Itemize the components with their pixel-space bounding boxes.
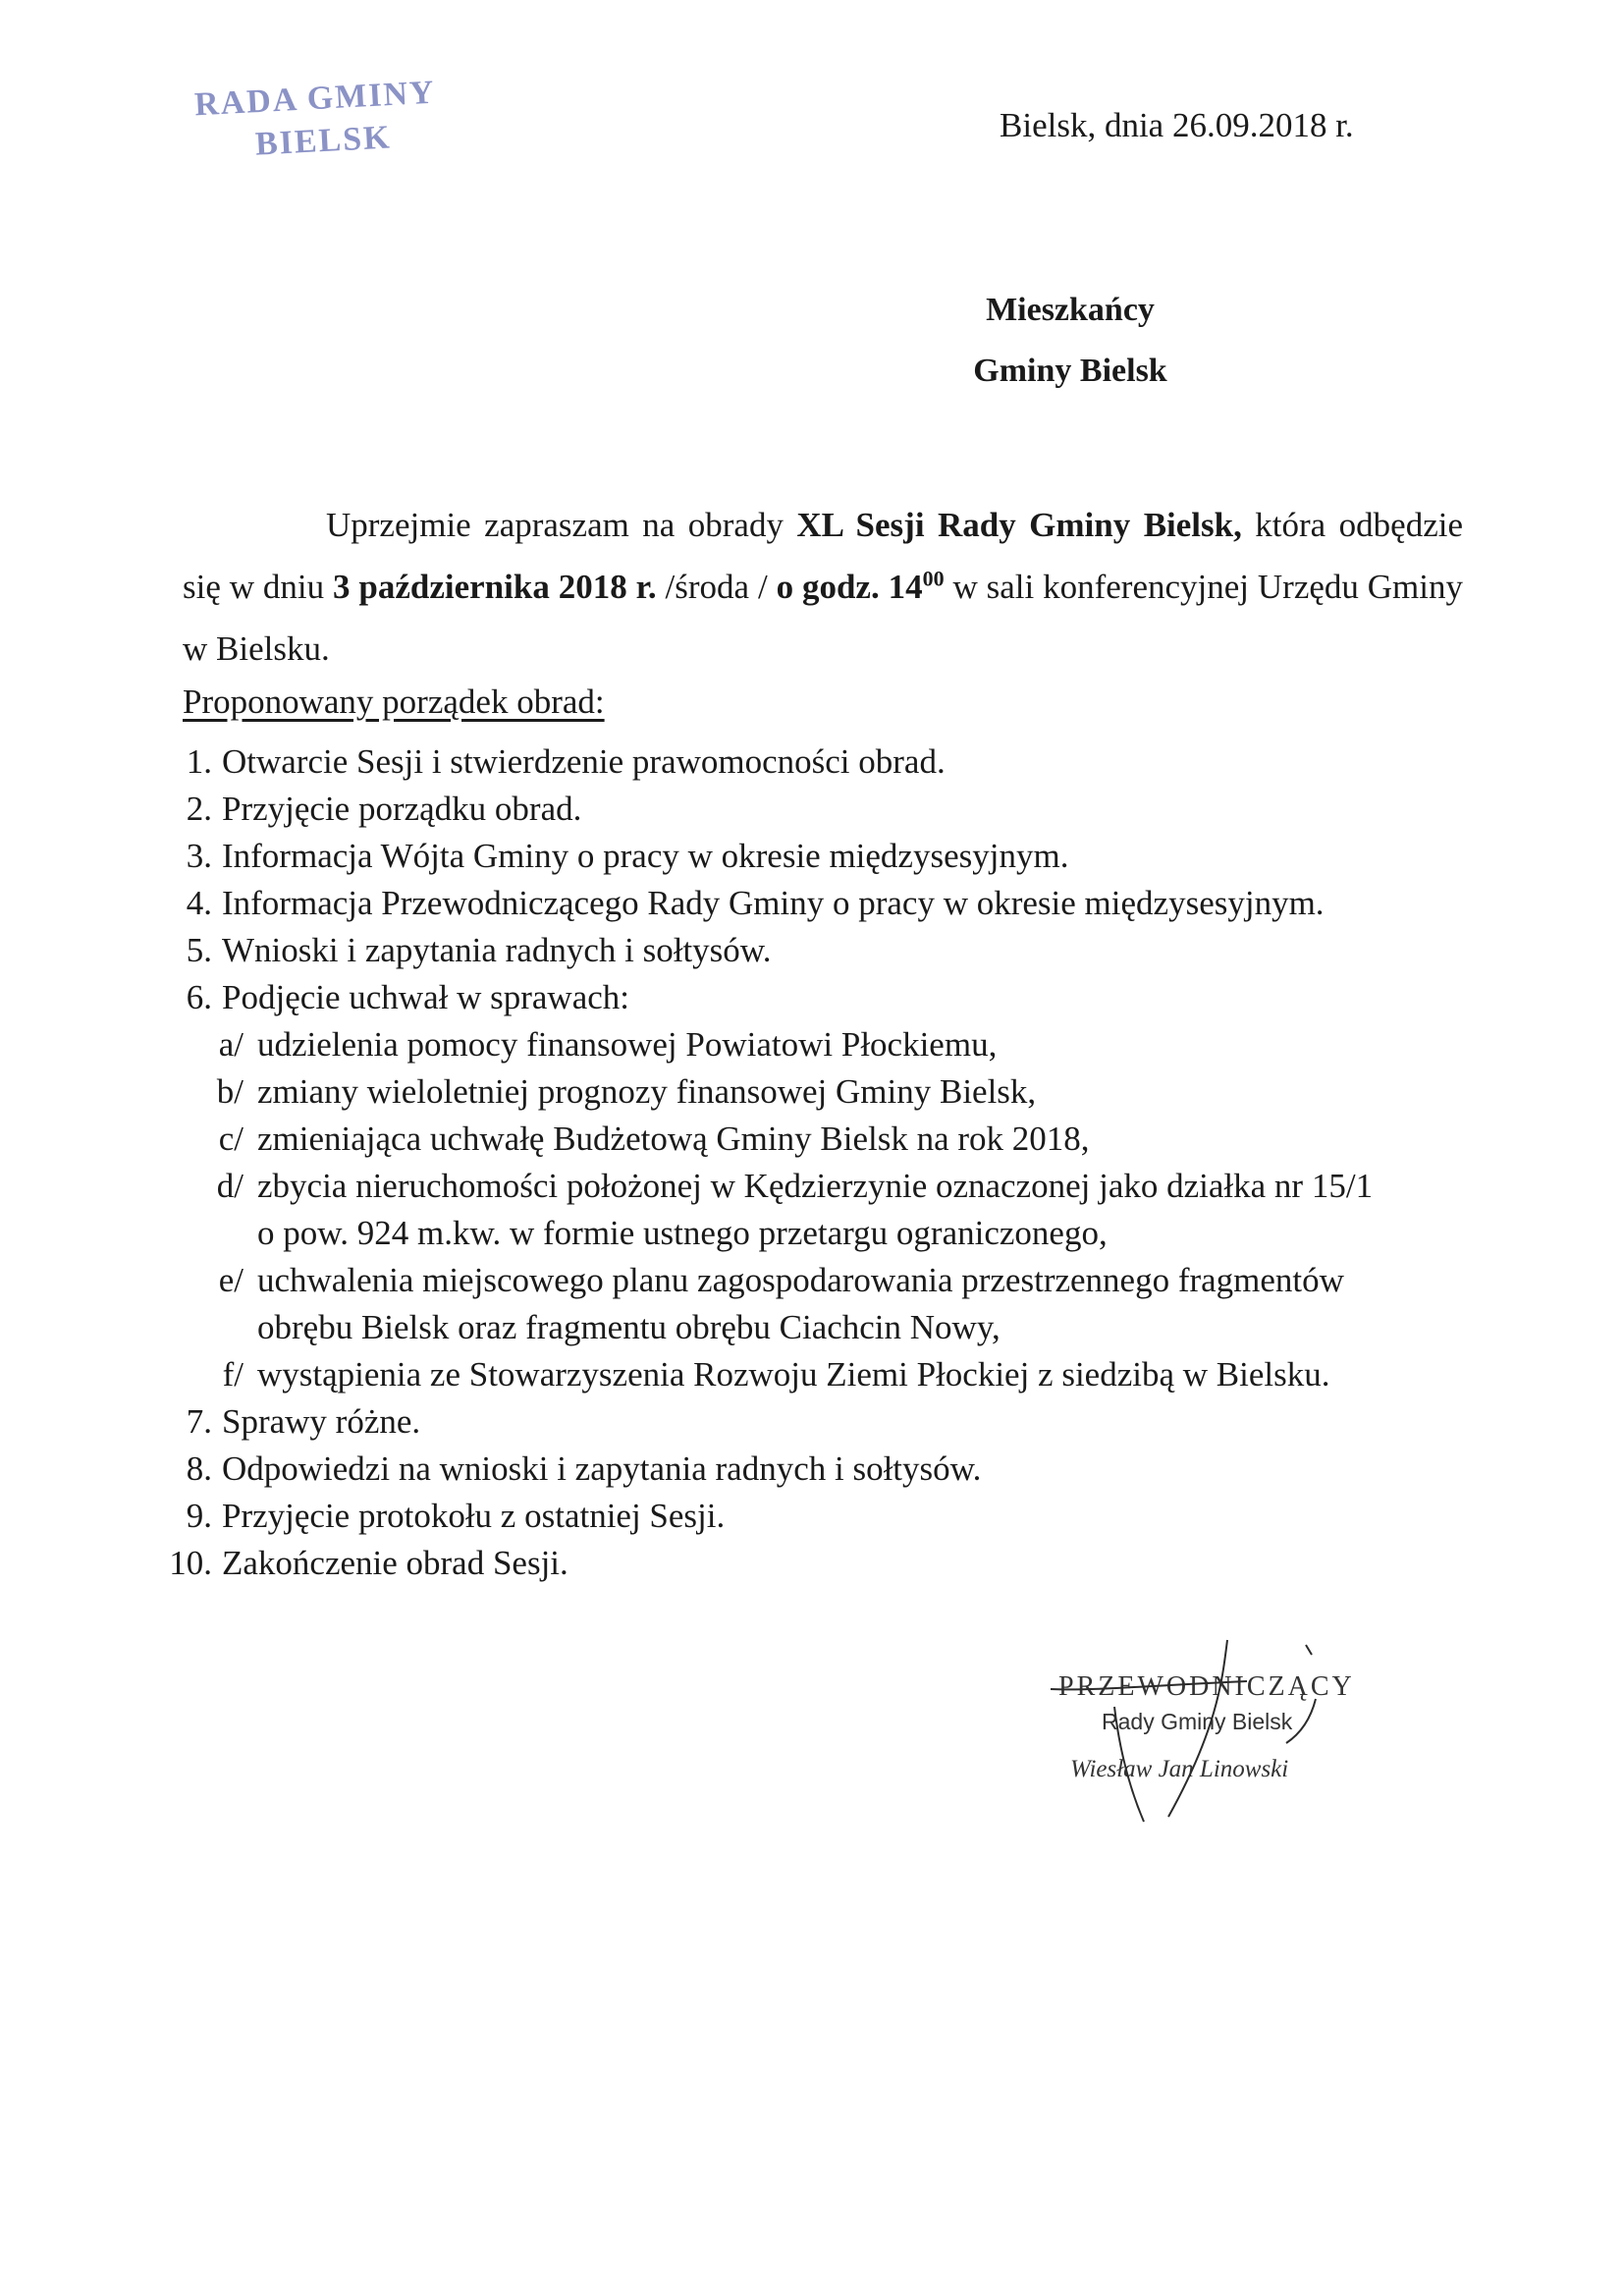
- subitem-continuation: o pow. 924 m.kw. w formie ustnego przetargu ograniczonego,: [257, 1214, 1108, 1252]
- agenda-item: [157, 880, 1473, 927]
- agenda-heading: Proponowany porządek obrad:: [183, 683, 605, 721]
- agenda-item: [157, 833, 1473, 880]
- agenda-item-number: 4.: [186, 884, 212, 922]
- signatory-title: PRZEWODNICZĄCY: [1058, 1671, 1355, 1702]
- agenda-item-number: 7.: [186, 1402, 212, 1441]
- subitem-text: uchwalenia miejscowego planu zagospodarowania przestrzennego fragmentów: [257, 1261, 1344, 1299]
- intro-text-1: Uprzejmie zapraszam na obrady: [326, 506, 797, 544]
- addressee: [923, 280, 1217, 402]
- document-date: Bielsk, dnia 26.09.2018 r.: [1000, 106, 1354, 144]
- agenda-subitem: [157, 1351, 1473, 1398]
- intro-text-2: która odbędzie się w dniu: [183, 506, 1463, 606]
- agenda-list: [157, 738, 1473, 1587]
- agenda-item-text: Sprawy różne.: [222, 1402, 421, 1441]
- agenda-item-text: Wnioski i zapytania radnych i sołtysów.: [222, 931, 772, 969]
- addressee-line-2: Gminy Bielsk: [973, 353, 1167, 389]
- subitem-continuation: obrębu Bielsk oraz fragmentu obrębu Ciachcin Nowy,: [257, 1308, 1001, 1346]
- agenda-item: [157, 738, 1473, 786]
- agenda-item-text: Przyjęcie porządku obrad.: [222, 790, 582, 828]
- subitem-letter: b/: [216, 1072, 243, 1111]
- subitem-text: zmieniająca uchwałę Budżetową Gminy Bielsk na rok 2018,: [257, 1120, 1090, 1158]
- agenda-item-text: Odpowiedzi na wnioski i zapytania radnych i sołtysów.: [222, 1449, 982, 1488]
- handwritten-signature: [1021, 1620, 1375, 1846]
- agenda-item-number: 6.: [186, 978, 212, 1016]
- subitem-text: zbycia nieruchomości położonej w Kędzierzynie oznaczonej jako działka nr 15/1: [257, 1167, 1374, 1205]
- agenda-item: [157, 974, 1473, 1021]
- agenda-item: [157, 1398, 1473, 1446]
- agenda-item: [157, 1493, 1473, 1540]
- stamp-line-1: RADA GMINY: [193, 74, 437, 124]
- agenda-subitem: [157, 1021, 1473, 1068]
- agenda-item: [157, 1540, 1473, 1587]
- intro-text-3: /środa /: [656, 568, 777, 606]
- agenda-item-text: Informacja Wójta Gminy o pracy w okresie międzysesyjnym.: [222, 837, 1069, 875]
- subitem-text: zmiany wieloletniej prognozy finansowej Gminy Bielsk,: [257, 1072, 1037, 1111]
- agenda-item-text: Zakończenie obrad Sesji.: [222, 1544, 568, 1582]
- agenda-subitem: [157, 1068, 1473, 1116]
- subitem-letter: e/: [218, 1261, 243, 1299]
- agenda-item: [157, 786, 1473, 833]
- agenda-subitem: [157, 1116, 1473, 1163]
- subitem-letter: f/: [222, 1355, 243, 1394]
- session-name: XL Sesji Rady Gminy Bielsk,: [796, 506, 1242, 544]
- agenda-item-number: 8.: [186, 1449, 212, 1488]
- agenda-item-number: 5.: [186, 931, 212, 969]
- signature-block: [1021, 1620, 1375, 1846]
- session-date: 3 października 2018 r.: [333, 568, 657, 606]
- agenda-item-number: 10.: [169, 1544, 212, 1582]
- invitation-paragraph: [183, 494, 1463, 680]
- subitem-letter: a/: [218, 1025, 243, 1064]
- stamp-line-2: BIELSK: [254, 119, 393, 163]
- agenda-subitem: [157, 1163, 1473, 1210]
- session-time: o godz. 14: [776, 568, 923, 606]
- agenda-item-text: Przyjęcie protokołu z ostatniej Sesji.: [222, 1497, 726, 1535]
- addressee-line-1: Mieszkańcy: [986, 292, 1155, 328]
- signatory-body: Rady Gminy Bielsk: [1102, 1709, 1293, 1734]
- intro-text-4: w sali konferencyjnej Urzędu Gminy w Bielsku.: [183, 568, 1463, 668]
- subitem-text: wystąpienia ze Stowarzyszenia Rozwoju Ziemi Płockiej z siedzibą w Bielsku.: [257, 1355, 1330, 1394]
- agenda-item-number: 3.: [186, 837, 212, 875]
- subitem-letter: d/: [216, 1167, 243, 1205]
- agenda-item-number: 2.: [186, 790, 212, 828]
- subitem-letter: c/: [218, 1120, 243, 1158]
- agenda-item: [157, 927, 1473, 974]
- agenda-item-number: 1.: [186, 742, 212, 781]
- signatory-name: Wiesław Jan Linowski: [1070, 1756, 1289, 1782]
- agenda-item-number: 9.: [186, 1497, 212, 1535]
- agenda-item-text: Podjęcie uchwał w sprawach:: [222, 978, 629, 1016]
- agenda-item: [157, 1446, 1473, 1493]
- council-stamp: [185, 69, 479, 177]
- subitem-text: udzielenia pomocy finansowej Powiatowi Płockiemu,: [257, 1025, 998, 1064]
- agenda-item-text: Informacja Przewodniczącego Rady Gminy o pracy w okresie międzysesyjnym.: [222, 884, 1325, 922]
- agenda-item-text: Otwarcie Sesji i stwierdzenie prawomocności obrad.: [222, 742, 946, 781]
- session-time-minutes: 00: [922, 566, 945, 591]
- agenda-subitem: [157, 1257, 1473, 1304]
